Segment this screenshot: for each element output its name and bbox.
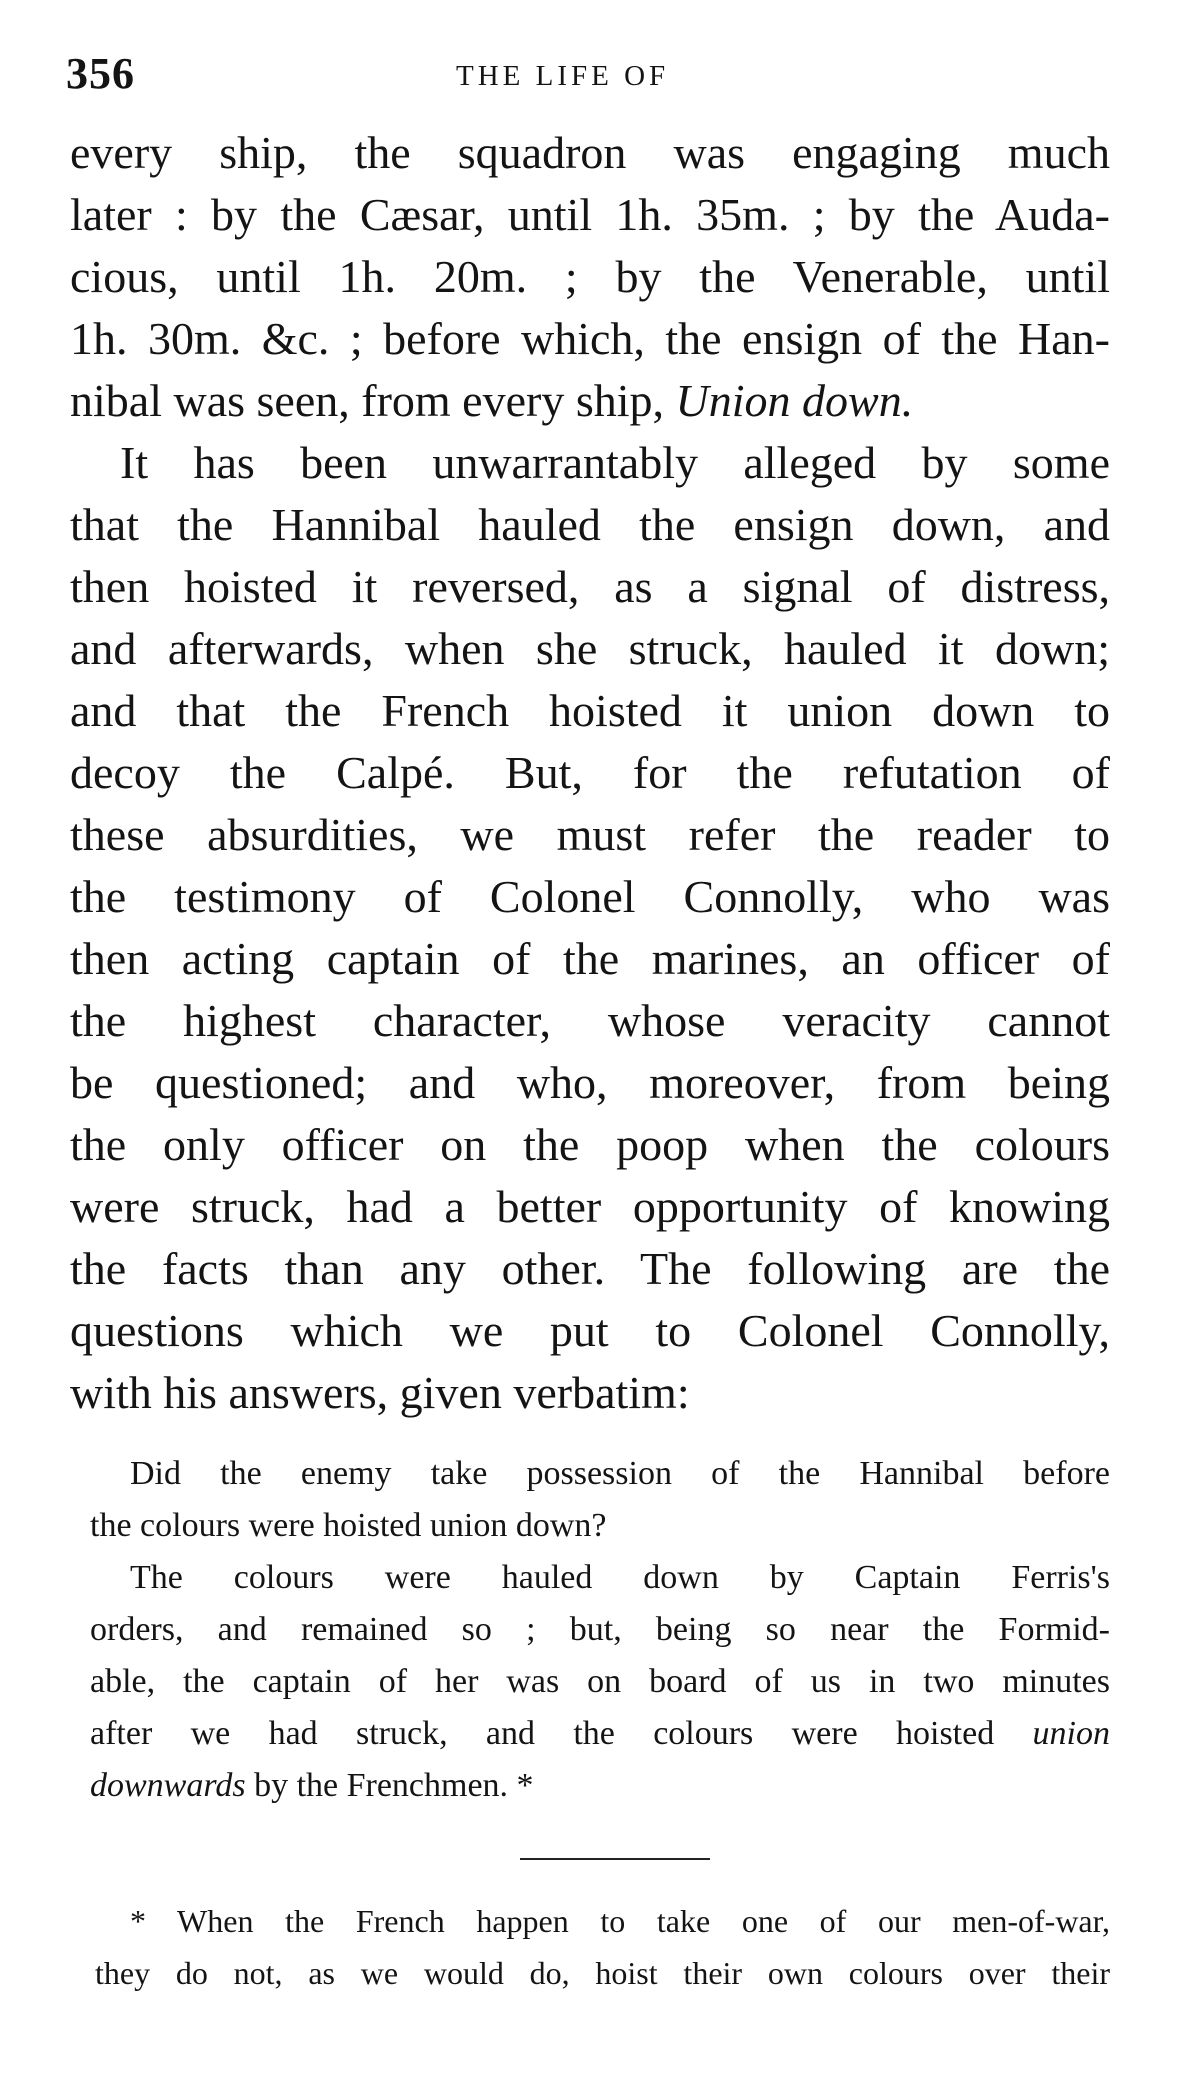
answer-line	[90, 1708, 1110, 1760]
footnote-line: they do not, as we would do, hoist their own colours over their	[95, 1955, 1110, 1991]
text-line: with his answers, given verbatim:	[70, 1367, 690, 1418]
running-title: THE LIFE OF	[456, 60, 670, 92]
text-segment: nibal was seen, from every ship,	[70, 375, 665, 426]
main-text	[70, 122, 1110, 1424]
text-line: every ship, the squadron was engaging much	[70, 127, 1110, 178]
answer-line: able, the captain of her was on board of us in two minutes	[90, 1663, 1110, 1700]
italic-text: union	[1032, 1715, 1110, 1752]
text-line: be questioned; and who, moreover, from being	[70, 1057, 1110, 1108]
text-segment: after we had struck, and the colours were hoisted	[90, 1715, 995, 1752]
text-line: cious, until 1h. 20m. ; by the Venerable, until	[70, 251, 1110, 302]
text-line: the testimony of Colonel Connolly, who was	[70, 871, 1110, 922]
text-line: were struck, had a better opportunity of knowing	[70, 1181, 1110, 1232]
text-line: then hoisted it reversed, as a signal of distress,	[70, 561, 1110, 612]
footnote	[95, 1895, 1110, 1999]
text-line: the facts than any other. The following are the	[70, 1243, 1110, 1294]
text-line: and that the French hoisted it union down to	[70, 685, 1110, 736]
text-line: then acting captain of the marines, an officer of	[70, 933, 1110, 984]
footnote-divider	[520, 1858, 710, 1860]
question-line: Did the enemy take possession of the Hannibal before	[130, 1455, 1110, 1492]
text-line: questions which we put to Colonel Connolly,	[70, 1305, 1110, 1356]
text-segment: by the Frenchmen. *	[254, 1767, 534, 1804]
text-line: these absurdities, we must refer the reader to	[70, 809, 1110, 860]
question-line: the colours were hoisted union down?	[90, 1507, 607, 1544]
text-line: later : by the Cæsar, until 1h. 35m. ; by the Auda-	[70, 189, 1110, 240]
text-line: and afterwards, when she struck, hauled it down;	[70, 623, 1110, 674]
text-line: that the Hannibal hauled the ensign down, and	[70, 499, 1110, 550]
answer-line	[90, 1760, 1110, 1812]
running-head	[66, 48, 1106, 108]
footnote-line: * When the French happen to take one of our men-of-war,	[130, 1903, 1110, 1939]
text-line: 1h. 30m. &c. ; before which, the ensign of the Han-	[70, 313, 1110, 364]
text-line	[70, 370, 1110, 432]
answer-line: The colours were hauled down by Captain Ferris's	[130, 1559, 1110, 1596]
answer-line: orders, and remained so ; but, being so near the Formid-	[90, 1611, 1110, 1648]
text-line: decoy the Calpé. But, for the refutation of	[70, 747, 1110, 798]
text-line: the only officer on the poop when the colours	[70, 1119, 1110, 1170]
page-number: 356	[66, 49, 135, 98]
paragraph-start-line: It has been unwarrantably alleged by some	[120, 437, 1110, 488]
italic-text: Union down.	[675, 375, 914, 426]
quoted-testimony	[90, 1448, 1110, 1812]
italic-text: downwards	[90, 1767, 246, 1804]
text-line: the highest character, whose veracity cannot	[70, 995, 1110, 1046]
